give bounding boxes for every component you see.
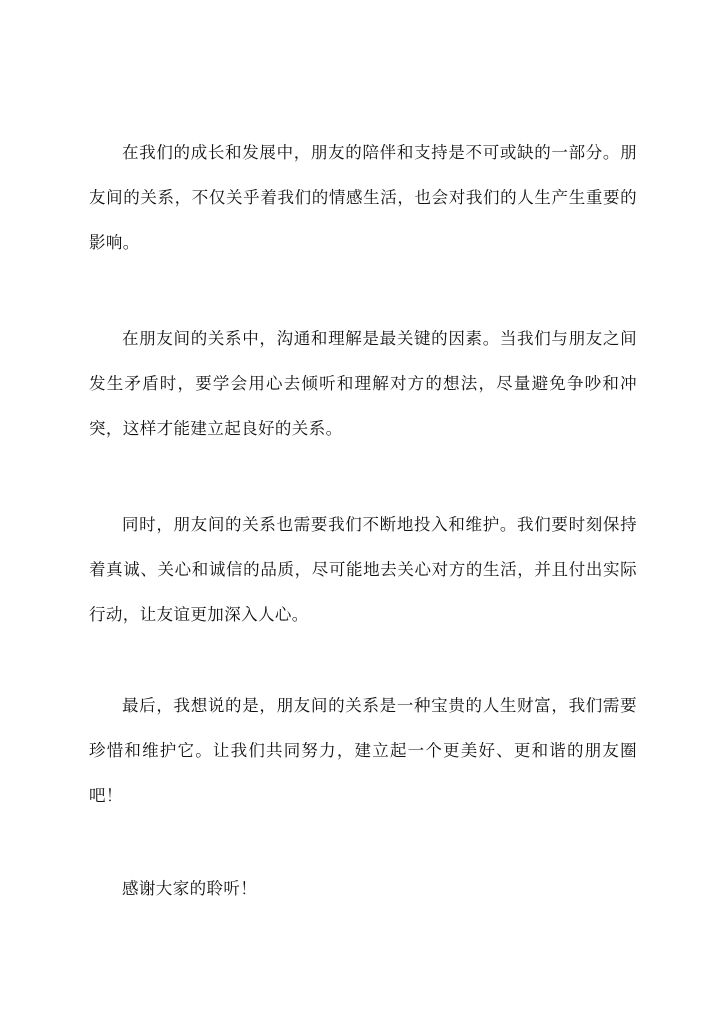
paragraph-4: 最后，我想说的是，朋友间的关系是一种宝贵的人生财富，我们需要珍惜和维护它。让我们共同努力，建立起一个更美好、更和谐的朋友圈吧！: [89, 695, 637, 805]
paragraph-3: 同时，朋友间的关系也需要我们不断地投入和维护。我们要时刻保持着真诚、关心和诚信的品质，尽可能地去关心对方的生活，并且付出实际行动，让友谊更加深入人心。: [89, 514, 637, 624]
paragraph-2: 在朋友间的关系中，沟通和理解是最关键的因素。当我们与朋友之间发生矛盾时，要学会用心去倾听和理解对方的想法，尽量避免争吵和冲突，这样才能建立起良好的关系。: [89, 328, 637, 438]
closing-paragraph: 感谢大家的聆听！: [122, 878, 258, 898]
paragraph-1: 在我们的成长和发展中，朋友的陪伴和支持是不可或缺的一部分。朋友间的关系，不仅关乎着我们的情感生活，也会对我们的人生产生重要的影响。: [89, 142, 637, 252]
